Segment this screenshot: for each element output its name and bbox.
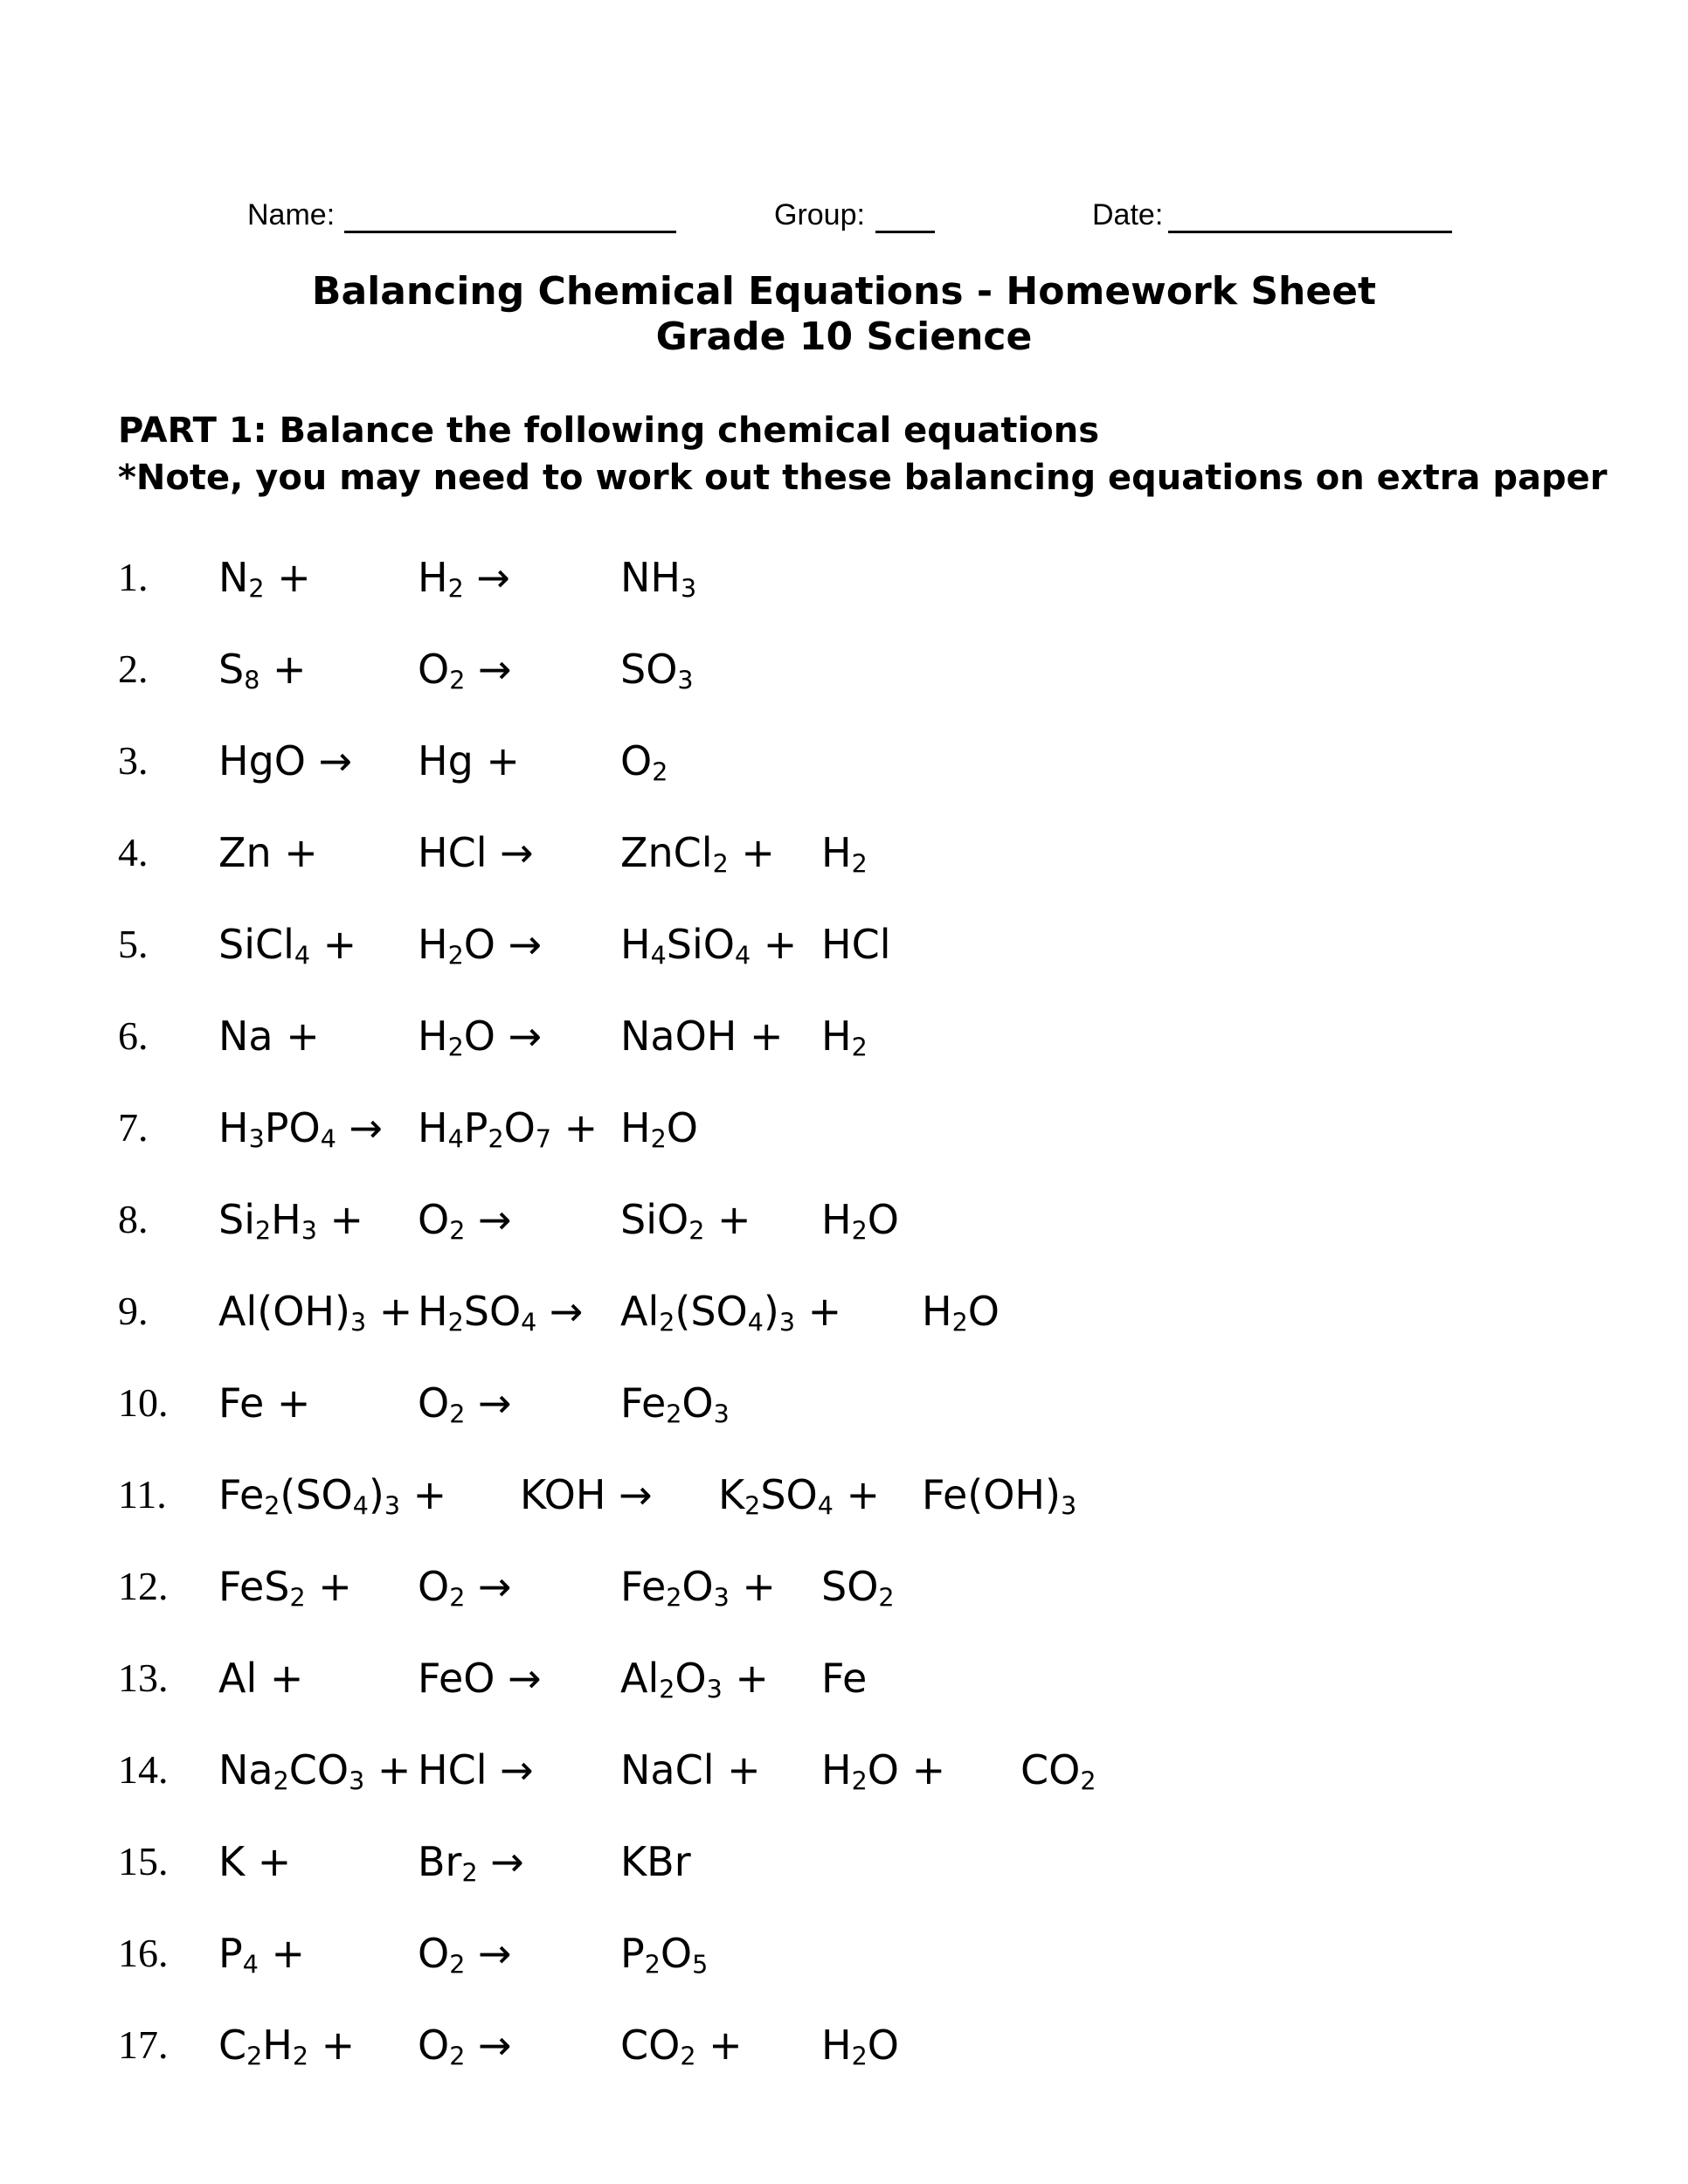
equation-number: 6.	[118, 1013, 149, 1058]
equation-number: 17.	[118, 2022, 169, 2067]
formula-term: ZnCl$_2$ +	[620, 829, 775, 879]
equation-row	[0, 552, 1688, 613]
equation-row	[0, 1561, 1688, 1622]
formula-term: FeO →	[418, 1655, 542, 1702]
equation-number: 4.	[118, 830, 149, 874]
equation-number: 3.	[118, 738, 149, 783]
formula-term: $O_2$ →	[418, 646, 512, 695]
formula-term: $O_2$ →	[418, 1930, 512, 1980]
formula-term: $S_8$ +	[218, 646, 307, 695]
formula-term: $SO_3$	[620, 646, 694, 695]
formula-term: $K_2SO_4$ +	[718, 1471, 881, 1521]
equation-row	[0, 919, 1688, 980]
equation-number: 14.	[118, 1747, 169, 1792]
instructions-block	[118, 407, 1607, 501]
group-blank-line	[875, 231, 935, 233]
formula-term: $P_4$ +	[218, 1930, 306, 1980]
equation-row	[0, 827, 1688, 888]
equation-row	[0, 1286, 1688, 1347]
equation-row	[0, 1745, 1688, 1806]
note-line: *Note, you may need to work out these balancing equations on extra paper	[118, 458, 1608, 498]
formula-term: $C_2H_2$ +	[218, 2022, 356, 2071]
equation-number: 9.	[118, 1289, 149, 1333]
formula-term: NaCl +	[620, 1746, 761, 1794]
formula-term: $Al_2(SO_4)_3$ +	[620, 1288, 842, 1337]
equation-row	[0, 1378, 1688, 1439]
equation-number: 15.	[118, 1839, 169, 1883]
equation-row	[0, 2020, 1688, 2081]
formula-term: $H_2O$ →	[418, 921, 543, 971]
formula-term: $Na_2CO_3$ +	[218, 1746, 412, 1796]
formula-term: Hg +	[418, 737, 520, 784]
formula-term: Fe +	[218, 1379, 311, 1427]
equation-row	[0, 1928, 1688, 1989]
equation-number: 12.	[118, 1564, 169, 1608]
formula-term: $H_2SO_4$ →	[418, 1288, 584, 1337]
formula-term: $NH_3$	[620, 554, 697, 604]
equation-number: 1.	[118, 555, 149, 599]
formula-term: KOH →	[520, 1471, 653, 1518]
equation-number: 8.	[118, 1197, 149, 1241]
formula-term: SiCl$_4$ +	[218, 921, 357, 971]
formula-term: $O_2$ →	[418, 1196, 512, 1246]
formula-term: HgO →	[218, 737, 353, 784]
equation-row	[0, 1469, 1688, 1531]
formula-term: $Fe_2(SO_4)_3$ +	[218, 1471, 447, 1521]
formula-term: HCl →	[418, 829, 534, 876]
equation-row	[0, 736, 1688, 797]
worksheet-title-line2: Grade 10 Science	[655, 314, 1033, 359]
formula-term: $O_2$ →	[418, 2022, 512, 2071]
date-label: Date:	[1092, 198, 1164, 232]
equation-number: 5.	[118, 922, 149, 966]
equation-number: 10.	[118, 1380, 169, 1425]
formula-term: $Si_2H_3$ +	[218, 1196, 364, 1246]
formula-term: Na +	[218, 1013, 320, 1060]
equation-number: 7.	[118, 1105, 149, 1150]
worksheet-title	[0, 269, 1688, 360]
equation-number: 2.	[118, 646, 149, 691]
equation-number: 13.	[118, 1655, 169, 1700]
group-label: Group:	[774, 198, 865, 232]
formula-term: $Fe(OH)_3$	[922, 1471, 1077, 1521]
formula-term: $O_2$	[620, 737, 668, 787]
formula-term: Al +	[218, 1655, 304, 1702]
formula-term: K +	[218, 1838, 292, 1885]
formula-term: $SO_2$	[821, 1563, 895, 1613]
formula-term: $P_2O_5$	[620, 1930, 709, 1980]
worksheet-title-line1: Balancing Chemical Equations - Homework Sheet	[311, 269, 1377, 314]
formula-term: $Al_2O_3$ +	[620, 1655, 769, 1704]
formula-term: $H_3PO_4$ →	[218, 1104, 384, 1154]
formula-term: $H_4P_2O_7$ +	[418, 1104, 598, 1154]
equation-row	[0, 644, 1688, 705]
formula-term: $Br_2$ →	[418, 1838, 524, 1888]
formula-term: $Al(OH)_3$ +	[218, 1288, 413, 1337]
formula-term: $CO_2$ +	[620, 2022, 743, 2071]
formula-term: SiO$_2$ +	[620, 1196, 751, 1246]
formula-term: $H_2O$	[821, 1196, 899, 1246]
formula-term: $H_4SiO_4$ +	[620, 921, 798, 971]
name-label: Name:	[247, 198, 336, 232]
equation-row	[0, 1011, 1688, 1072]
formula-term: $H_2O$	[821, 2022, 899, 2071]
formula-term: $H_2O$	[922, 1288, 1000, 1337]
name-blank-line	[344, 231, 676, 233]
formula-term: HCl	[821, 921, 891, 968]
formula-term: $O_2$ →	[418, 1379, 512, 1429]
part1-heading: PART 1: Balance the following chemical equations	[118, 411, 1100, 451]
formula-term: $CO_2$	[1020, 1746, 1097, 1796]
formula-term: $Fe_2O_3$	[620, 1379, 730, 1429]
formula-term: $H_2$	[821, 829, 868, 879]
formula-term: Fe	[821, 1655, 868, 1702]
formula-term: $H_2$ →	[418, 554, 510, 604]
formula-term: FeS$_2$ +	[218, 1563, 352, 1613]
equation-row	[0, 1102, 1688, 1164]
formula-term: $H_2$	[821, 1013, 868, 1062]
equation-number: 11.	[118, 1472, 167, 1517]
formula-term: KBr	[620, 1838, 691, 1885]
formula-term: $H_2O$ →	[418, 1013, 543, 1062]
equation-row	[0, 1836, 1688, 1897]
formula-term: Zn +	[218, 829, 318, 876]
formula-term: HCl →	[418, 1746, 534, 1794]
formula-term: $H_2O$	[620, 1104, 698, 1154]
formula-term: $O_2$ →	[418, 1563, 512, 1613]
formula-term: $N_2$ +	[218, 554, 311, 604]
formula-term: $Fe_2O_3$ +	[620, 1563, 776, 1613]
formula-term: NaOH +	[620, 1013, 784, 1060]
equation-row	[0, 1653, 1688, 1714]
equation-row	[0, 1194, 1688, 1255]
formula-term: $H_2O$ +	[821, 1746, 946, 1796]
date-blank-line	[1168, 231, 1452, 233]
equation-number: 16.	[118, 1931, 169, 1975]
